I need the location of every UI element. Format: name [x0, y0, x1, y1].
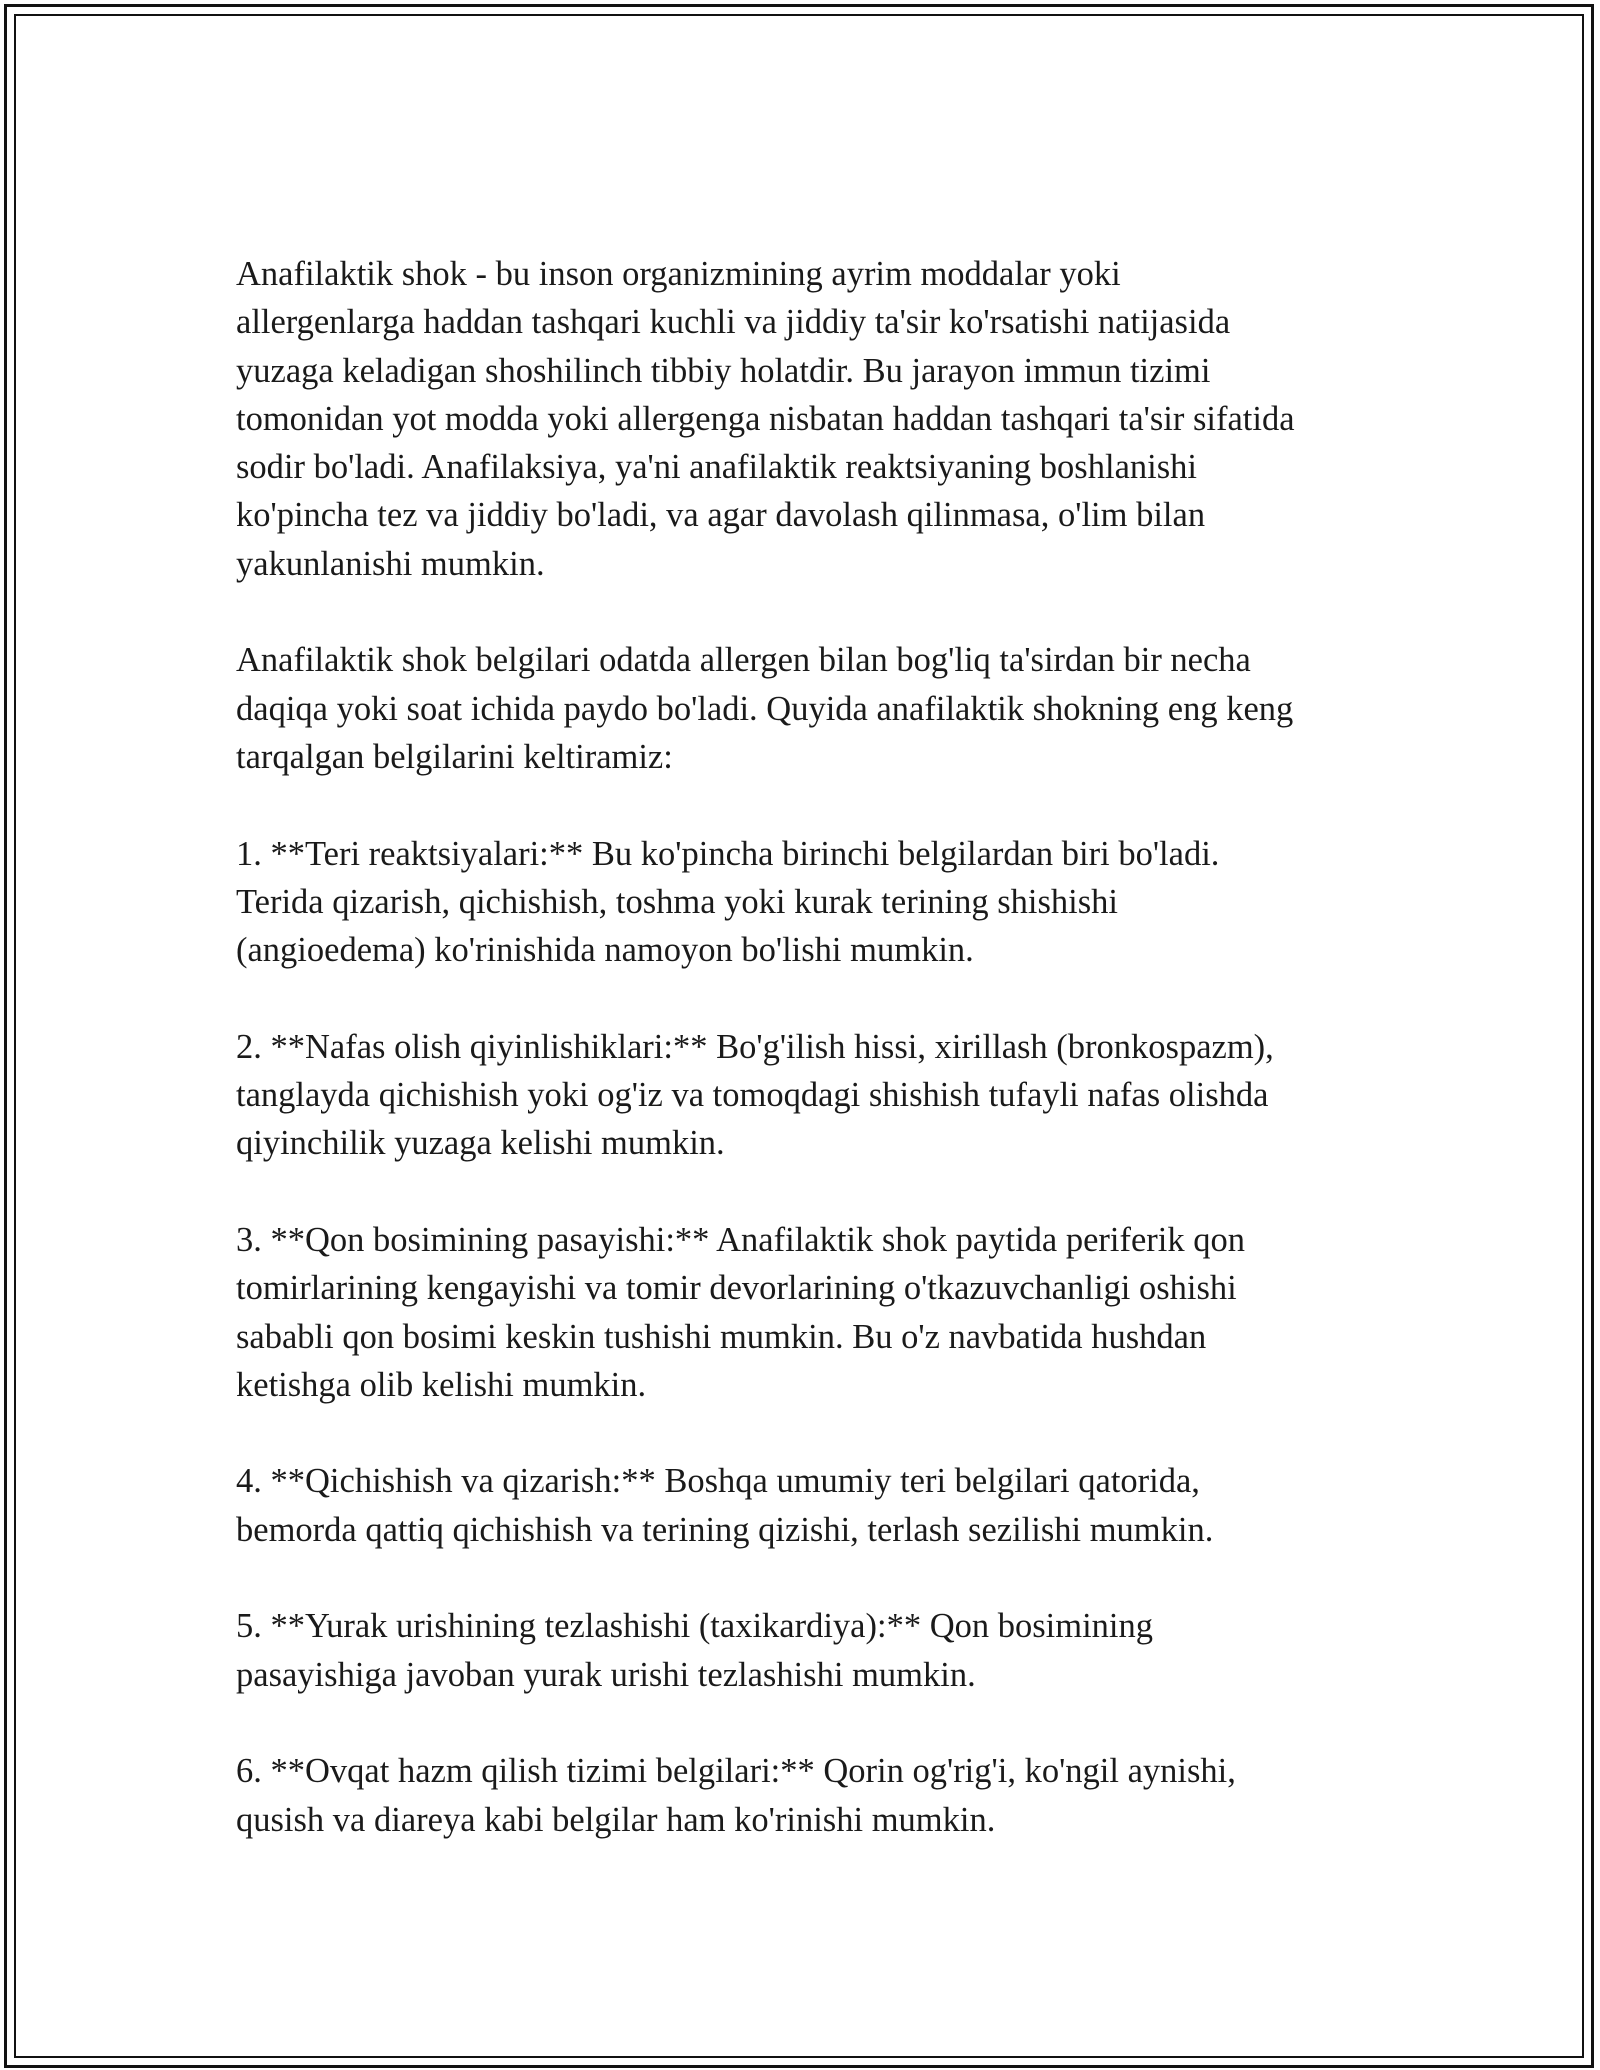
list-item-skin-reactions: 1. **Teri reaktsiyalari:** Bu ko'pincha birinchi belgilardan biri bo'ladi. Terida qizarish, qichishish, toshma yoki kurak terining shishishi (angioedema) ko'rinishida namoyon bo'lishi mumkin. — [236, 834, 1220, 970]
list-item-tachycardia: 5. **Yurak urishining tezlashishi (taxikardiya):** Qon bosimining pasayishiga javoban yurak urishi tezlashishi mumkin. — [236, 1607, 1153, 1694]
symptoms-intro-paragraph: Anafilaktik shok belgilari odatda allergen bilan bog'liq ta'sirdan bir necha daqiqa yoki soat ichida paydo bo'ladi. Quyida anafilaktik shokning eng keng tarqalgan belgilarini keltiramiz: — [236, 641, 1294, 776]
list-item-itching-redness: 4. **Qichishish va qizarish:** Boshqa umumiy teri belgilari qatorida, bemorda qattiq qichishish va terining qizishi, terlash sezilishi mumkin. — [236, 1462, 1214, 1549]
list-item-blood-pressure-drop: 3. **Qon bosimining pasayishi:** Anafilaktik shok paytida periferik qon tomirlarining kengayishi va tomir devorlarining o'tkazuvchanligi oshishi sababli qon bosimi keskin tushishi mumkin. Bu o'z navbatida hushdan ketishga olib kelishi mumkin. — [236, 1220, 1245, 1404]
document-body — [236, 250, 1366, 1844]
list-item-breathing-difficulties: 2. **Nafas olish qiyinlishiklari:** Bo'g'ilish hissi, xirillash (bronkospazm), tanglayda qichishish yoki og'iz va tomoqdagi shishish tufayli nafas olishda qiyinchilik yuzaga kelishi mumkin. — [236, 1027, 1274, 1163]
intro-paragraph: Anafilaktik shok - bu inson organizmining ayrim moddalar yoki allergenlarga haddan tashqari kuchli va jiddiy ta'sir ko'rsatishi natijasida yuzaga keladigan shoshilinch tibbiy holatdir. Bu jarayon immun tizimi tomonidan yot modda yoki allergenga nisbatan haddan tashqari ta'sir sifatida sodir bo'ladi. Anafilaksiya, ya'ni anafilaktik reaktsiyaning boshlanishi ko'pincha tez va jiddiy bo'ladi, va agar davolash qilinmasa, o'lim bilan yakunlanishi mumkin. — [236, 255, 1295, 583]
list-item-digestive-symptoms: 6. **Ovqat hazm qilish tizimi belgilari:** Qorin og'rig'i, ko'ngil aynishi, qusish va diareya kabi belgilar ham ko'rinishi mumkin. — [236, 1752, 1236, 1839]
